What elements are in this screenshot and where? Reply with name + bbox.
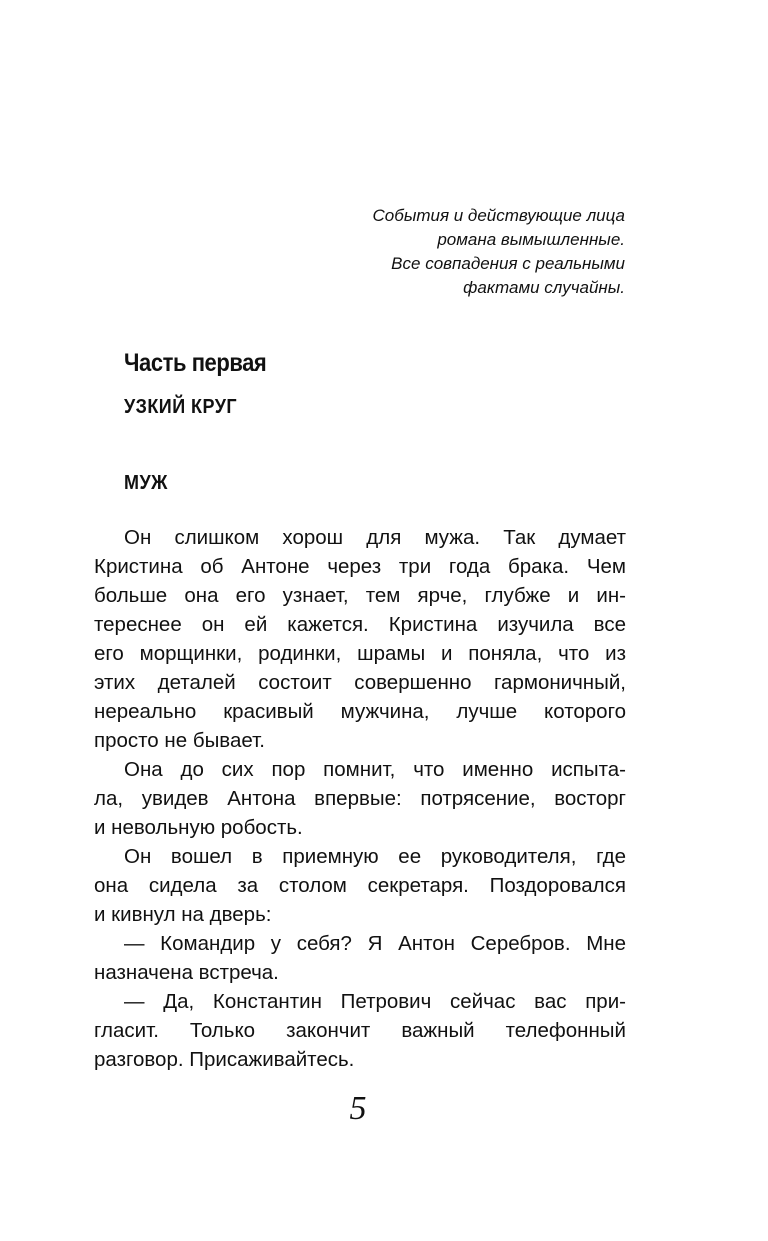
chapter-title: МУЖ — [124, 472, 168, 494]
text-line: Он вошел в приемную ее руководителя, где — [124, 845, 626, 868]
paragraph — [94, 842, 626, 929]
part-title: Часть первая — [124, 349, 267, 377]
text-line: его морщинки, родинки, шрамы и поняла, что из — [94, 642, 626, 665]
disclaimer-epigraph — [285, 204, 625, 300]
text-line: и кивнул на дверь: — [94, 903, 272, 926]
page-number: 5 — [349, 1090, 367, 1127]
body-text — [94, 523, 626, 1074]
disclaimer-line: Все совпадения с реальными — [391, 254, 625, 273]
text-line: и невольную робость. — [94, 816, 303, 839]
text-line: этих деталей состоит совершенно гармоничный, — [94, 671, 626, 694]
text-line: больше она его узнает, тем ярче, глубже и ин- — [94, 584, 626, 607]
text-line: разговор. Присаживайтесь. — [94, 1048, 355, 1071]
text-line: назначена встреча. — [94, 961, 279, 984]
paragraph — [94, 755, 626, 842]
disclaimer-line: романа вымышленные. — [437, 230, 625, 249]
text-line: просто не бывает. — [94, 729, 265, 752]
part-subtitle: УЗКИЙ КРУГ — [124, 396, 237, 418]
text-line: гласит. Только закончит важный телефонный — [94, 1019, 626, 1042]
paragraph — [94, 987, 626, 1074]
text-line: Кристина об Антоне через три года брака. Чем — [94, 555, 626, 578]
text-line: ла, увидев Антона впервые: потрясение, восторг — [94, 787, 626, 810]
text-line: Она до сих пор помнит, что именно испыта- — [124, 758, 626, 781]
disclaimer-line: События и действующие лица — [372, 206, 625, 225]
text-line: Он слишком хорош для мужа. Так думает — [124, 526, 626, 549]
text-line: нереально красивый мужчина, лучше которого — [94, 700, 626, 723]
text-line: тереснее он ей кажется. Кристина изучила все — [94, 613, 626, 636]
paragraph — [94, 523, 626, 755]
disclaimer-line: фактами случайны. — [463, 278, 625, 297]
text-line: — Командир у себя? Я Антон Серебров. Мне — [124, 932, 626, 955]
text-line: — Да, Константин Петрович сейчас вас при- — [124, 990, 626, 1013]
text-line: она сидела за столом секретаря. Поздоровался — [94, 874, 626, 897]
paragraph — [94, 929, 626, 987]
